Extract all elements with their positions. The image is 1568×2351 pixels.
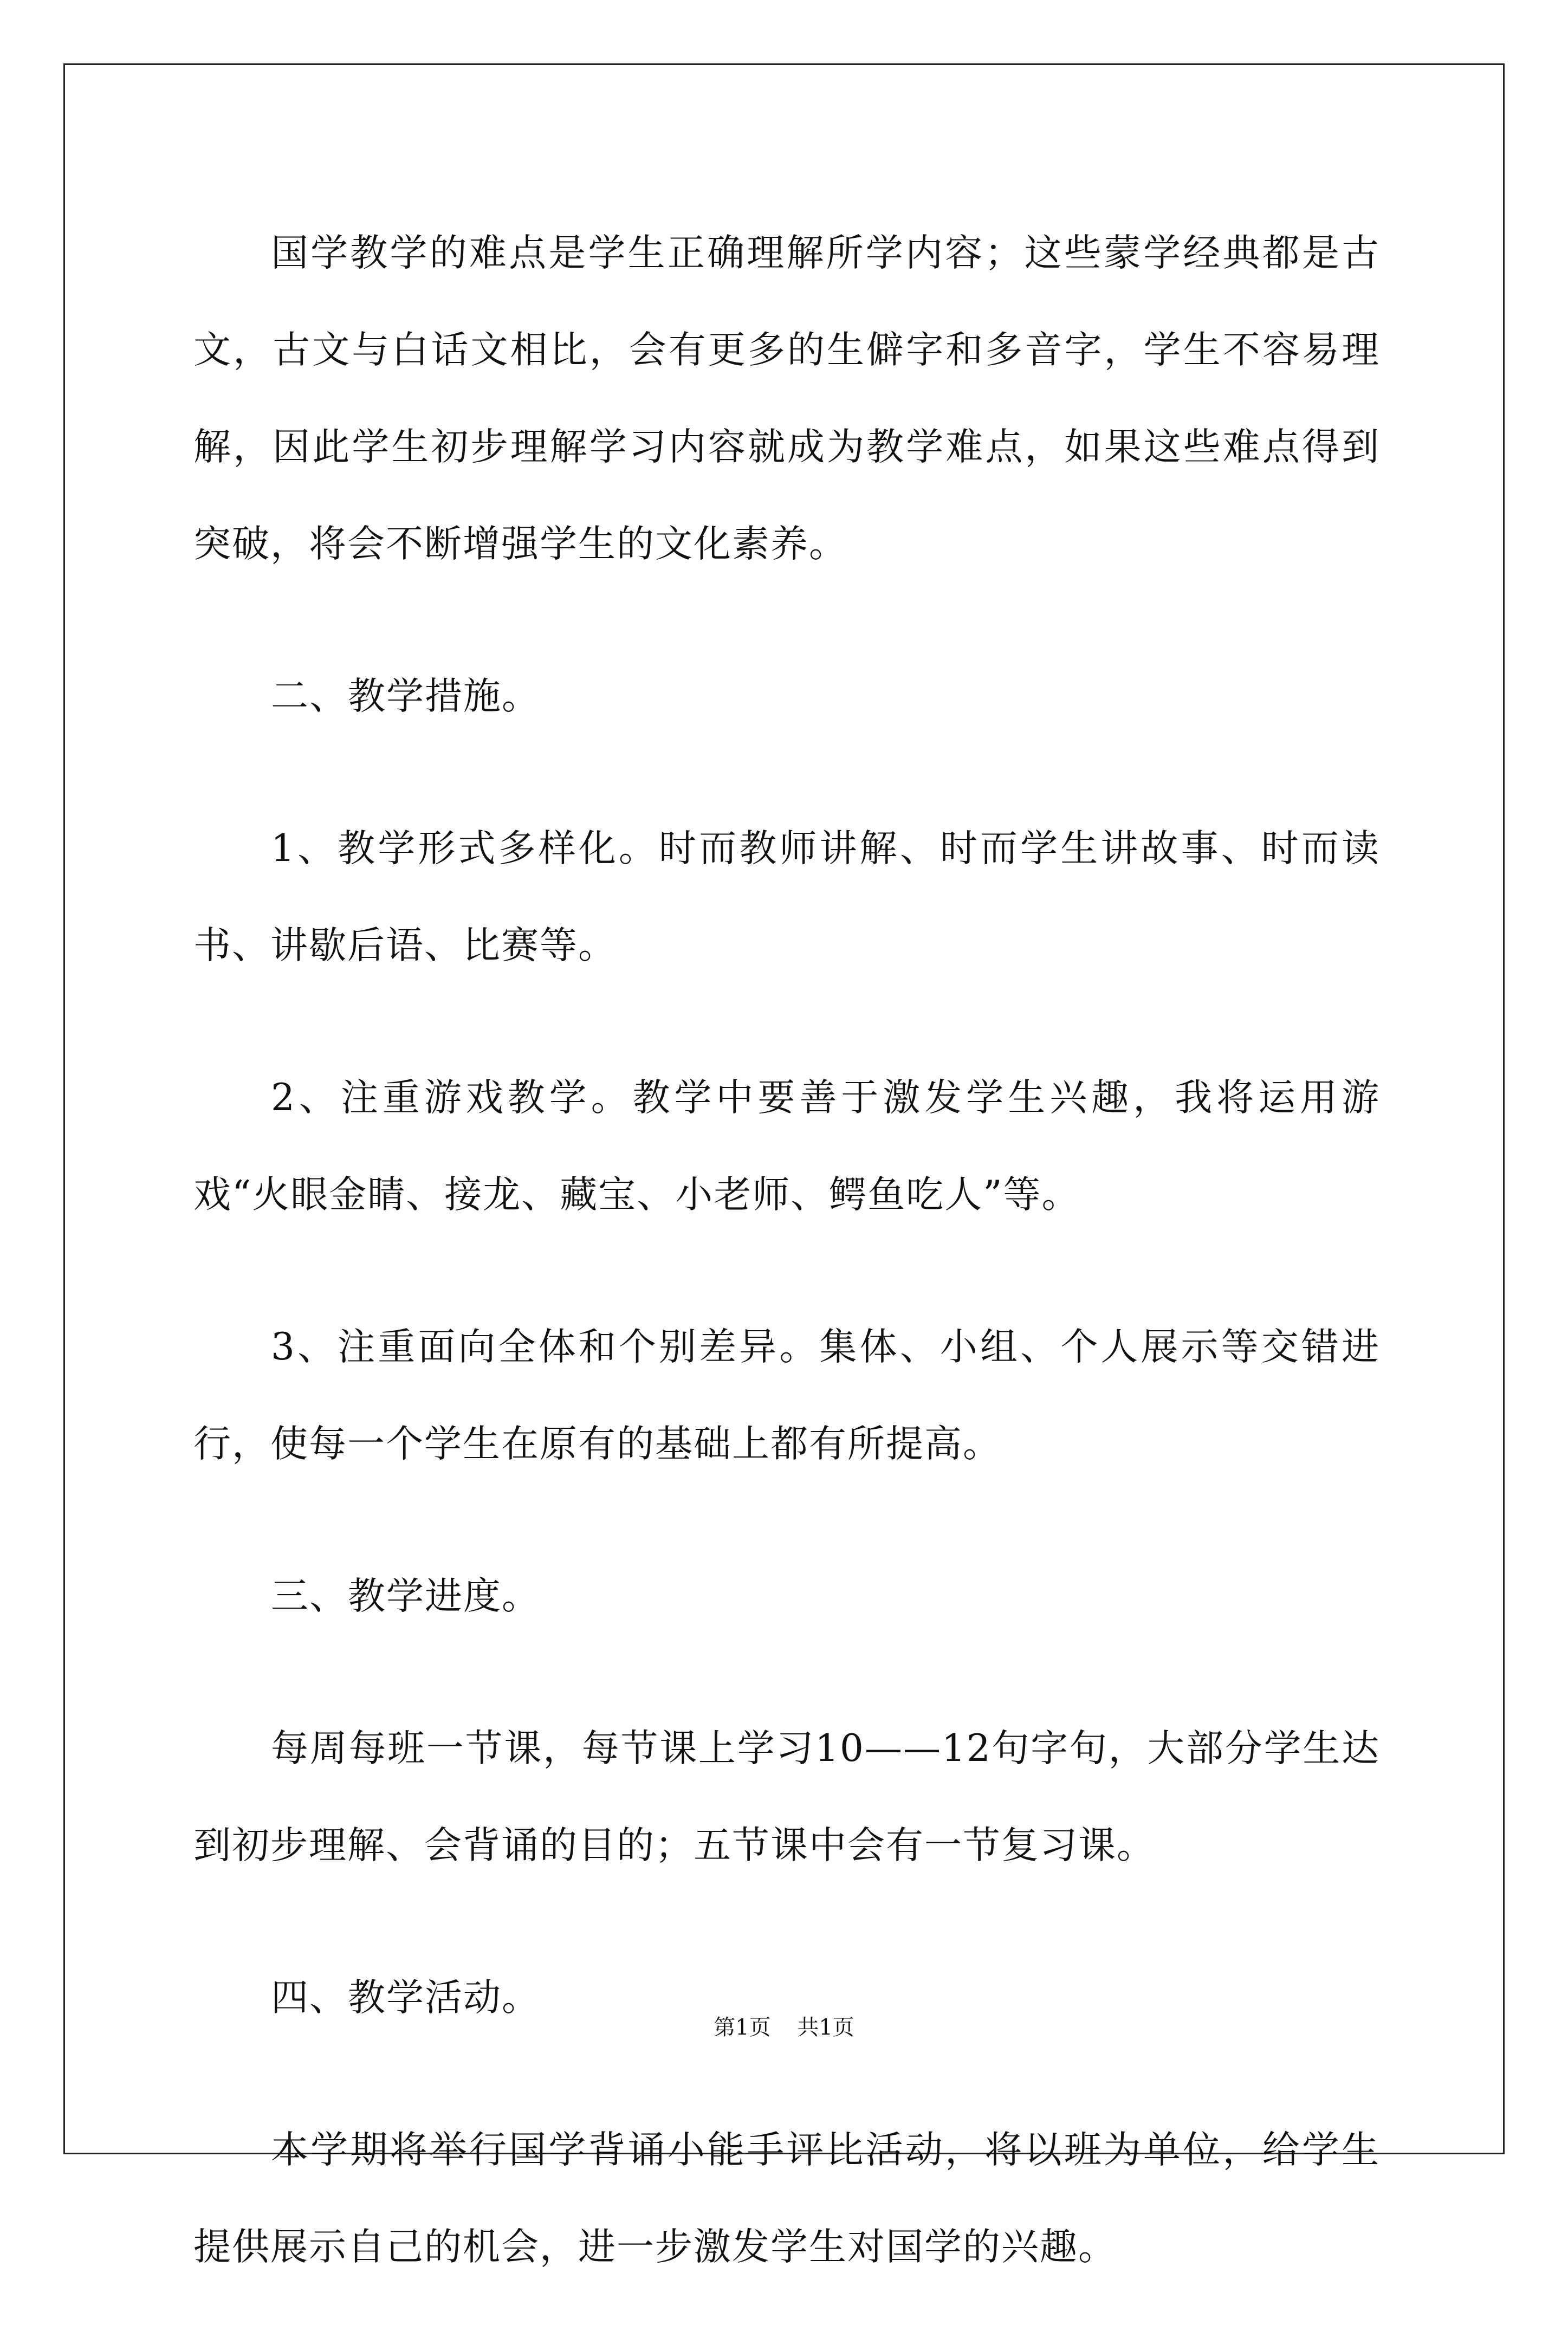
paragraph-progress: 每周每班一节课，每节课上学习10——12句字句，大部分学生达到初步理解、会背诵的目的；五节课中会有一节复习课。 [193, 1727, 1380, 1867]
heading-teaching-measures: 二、教学措施。 [271, 675, 540, 718]
paragraph-measure-2: 2、注重游戏教学。教学中要善于激发学生兴趣，我将运用游戏“火眼金睛、接龙、藏宝、小老师、鳄鱼吃人”等。 [193, 1076, 1380, 1216]
heading-teaching-activities: 四、教学活动。 [271, 1976, 540, 2019]
paragraph-measure-3: 3、注重面向全体和个别差异。集体、小组、个人展示等交错进行，使每一个学生在原有的基础上都有所提高。 [193, 1325, 1380, 1466]
paragraph-measure-1: 1、教学形式多样化。时而教师讲解、时而学生讲故事、时而读书、讲歇后语、比赛等。 [193, 827, 1380, 967]
page-footer [0, 2010, 1568, 2041]
paragraph-difficulty: 国学教学的难点是学生正确理解所学内容；这些蒙学经典都是古文，古文与白话文相比，会有更多的生僻字和多音字，学生不容易理解，因此学生初步理解学习内容就成为教学难点，如果这些难点得到突破，将会不断增强学生的文化素养。 [193, 231, 1380, 566]
page-number: 第1页 [714, 2015, 771, 2040]
page-total: 共1页 [797, 2015, 854, 2040]
heading-teaching-progress: 三、教学进度。 [271, 1575, 540, 1618]
paragraph-activities: 本学期将举行国学背诵小能手评比活动，将以班为单位，给学生提供展示自己的机会，进一步激发学生对国学的兴趣。 [193, 2128, 1380, 2269]
